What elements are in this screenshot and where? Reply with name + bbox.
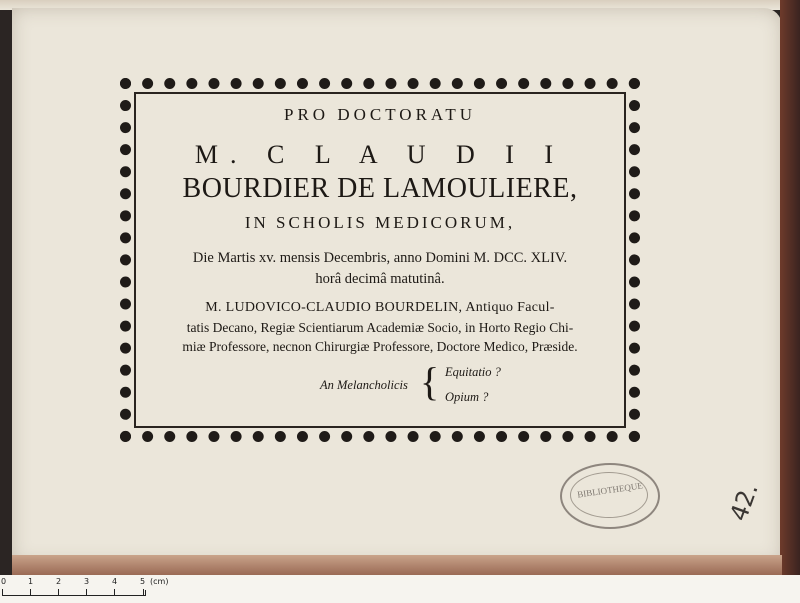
pencil-folio-number: 42. — [724, 479, 764, 525]
scale-ruler — [0, 575, 800, 603]
ruler-label: 1 — [28, 577, 34, 586]
library-stamp — [560, 463, 660, 529]
brace-icon: { — [420, 359, 440, 404]
book-edge-right — [780, 0, 800, 575]
date-line: Die Martis xv. mensis Decembris, anno Domini M. DCC. XLIV. — [192, 250, 568, 266]
ruler-tick — [143, 589, 144, 595]
ruler-tick — [2, 589, 3, 595]
ruler-unit-label: (cm) — [150, 577, 169, 586]
candidate-prefix: M. C L A U D I I — [194, 140, 566, 169]
stamp-text: BIBLIOTHEQUE — [576, 480, 644, 500]
president-line-1: M. LUDOVICO-CLAUDIO BOURDELIN, Antiquo Facul- — [205, 300, 555, 315]
time-line: horâ decimâ matutinâ. — [315, 271, 445, 287]
candidate-name: BOURDIER DE LAMOULIERE, — [182, 173, 578, 204]
question-prefix: An Melancholicis — [320, 378, 408, 392]
ruler-tick — [114, 589, 115, 595]
thesis-question — [320, 359, 540, 409]
ruler-tick — [30, 589, 31, 595]
question-option-a: Equitatio ? — [445, 365, 501, 379]
president-line-3: miæ Professore, necnon Chirurgiæ Professore, Doctore Medico, Præside. — [182, 339, 578, 354]
ruler-label: 4 — [112, 577, 118, 586]
ruler-bar — [2, 590, 146, 596]
ruler-label: 5 — [140, 577, 146, 586]
heading: PRO DOCTORATU — [284, 105, 476, 124]
question-option-b: Opium ? — [445, 390, 489, 404]
president-line-2: tatis Decano, Regiæ Scientiarum Academiæ Socio, in Horto Regio Chi- — [186, 320, 574, 335]
place-line: IN SCHOLIS MEDICORUM, — [244, 213, 516, 232]
ruler-label: 3 — [84, 577, 90, 586]
ruler-label: 2 — [56, 577, 62, 586]
ruler-tick — [58, 589, 59, 595]
book-edge-bottom — [12, 555, 782, 575]
ruler-label: 0 — [1, 577, 7, 586]
ruler-tick — [86, 589, 87, 595]
